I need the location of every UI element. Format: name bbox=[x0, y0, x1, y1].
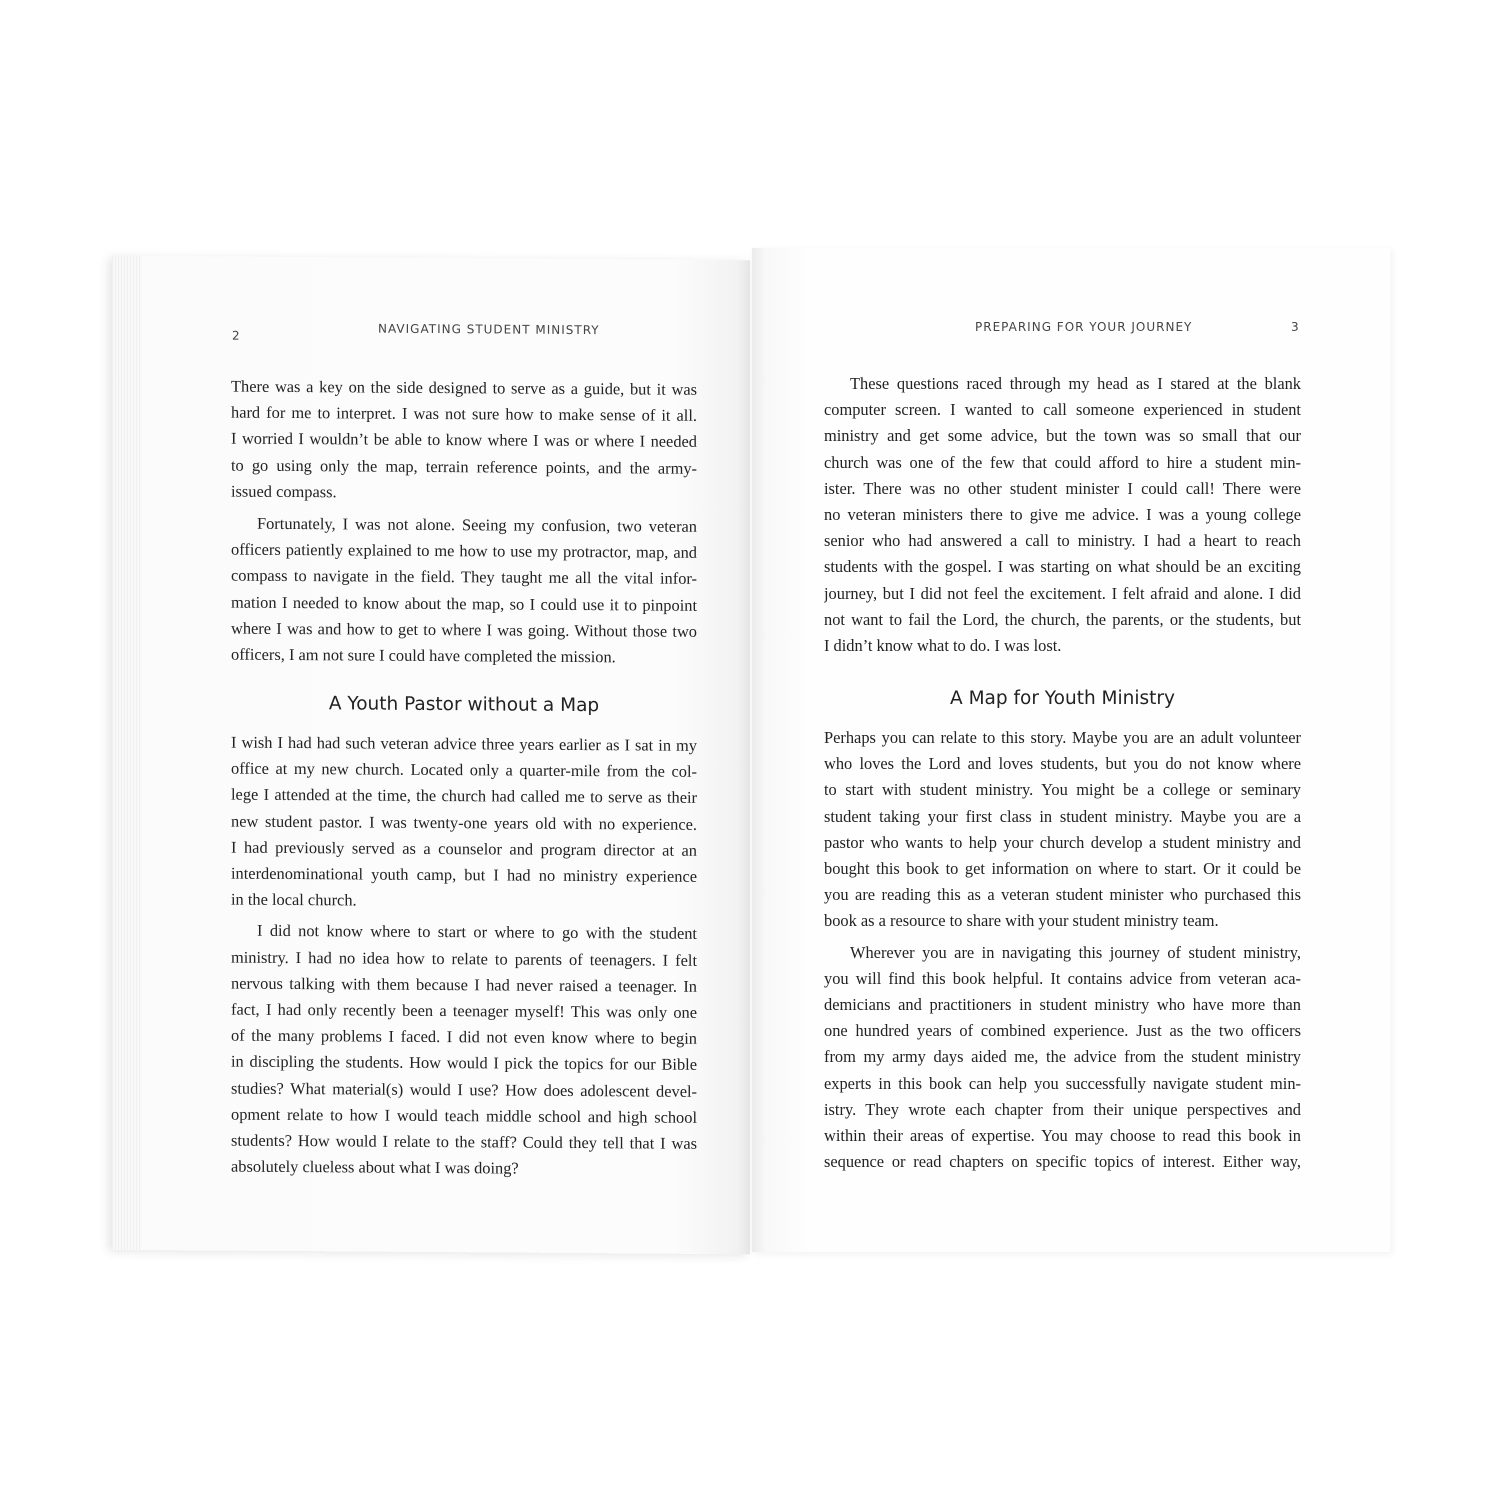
text-line: There was a key on the side designed to serve as a guide, but it was bbox=[231, 376, 697, 399]
text-line: ministry and get some advice, but the town was so small that our bbox=[824, 426, 1301, 446]
left-paragraph-1 bbox=[231, 374, 697, 508]
text-line: fact, I had only recently been a teenager myself! This was only one bbox=[231, 999, 697, 1022]
text-line: computer screen. I wanted to call someone experienced in student bbox=[824, 400, 1301, 420]
text-line: in the local church. bbox=[231, 889, 357, 910]
text-line: Fortunately, I was not alone. Seeing my confusion, two veteran bbox=[257, 513, 697, 536]
text-line: where I was and how to get to where I was going. Without those two bbox=[231, 618, 697, 641]
left-page bbox=[112, 256, 750, 1254]
text-line: book as a resource to share with your student ministry team. bbox=[824, 911, 1219, 931]
text-line: compass to navigate in the field. They taught me all the vital infor- bbox=[231, 565, 697, 589]
text-line: new student pastor. I was twenty-one years old with no experience. bbox=[231, 811, 697, 834]
text-line: you are reading this as a veteran student minister who purchased this bbox=[824, 885, 1301, 905]
open-book bbox=[112, 248, 1390, 1252]
text-line: Perhaps you can relate to this story. Maybe you are an adult volunteer bbox=[824, 728, 1301, 748]
text-line: istry. They wrote each chapter from their unique perspectives and bbox=[824, 1099, 1301, 1119]
right-text-block bbox=[824, 371, 1301, 1175]
text-line: in discipling the students. How would I pick the topics for our Bible bbox=[231, 1051, 697, 1075]
text-line: officers patiently explained to me how to use my protractor, map, and bbox=[231, 539, 697, 562]
text-line: who loves the Lord and loves students, but you do not know where bbox=[824, 754, 1301, 774]
right-paragraph-2 bbox=[824, 725, 1301, 935]
text-line: student taking your first class in student ministry. Maybe you are a bbox=[824, 806, 1301, 826]
text-line: ister. There was no other student minister I could call! There were bbox=[824, 478, 1301, 498]
text-line: to start with student ministry. You might be a college or seminary bbox=[824, 780, 1301, 800]
text-line: from my army days aided me, the advice from the student ministry bbox=[824, 1047, 1301, 1067]
text-line: pastor who wants to help your church develop a student ministry and bbox=[824, 832, 1301, 852]
text-line: within their areas of expertise. You may choose to read this book in bbox=[824, 1125, 1301, 1145]
section-heading-right: A Map for Youth Ministry bbox=[950, 688, 1175, 710]
text-line: I did not know where to start or where to go with the student bbox=[257, 921, 697, 944]
text-line: to go using only the map, terrain reference points, and the army- bbox=[231, 455, 697, 478]
text-line: studies? What material(s) would I use? How does adolescent devel- bbox=[231, 1078, 697, 1101]
text-line: journey, but I did not feel the excitement. I felt afraid and alone. I did bbox=[824, 583, 1301, 603]
text-line: office at my new church. Located only a quarter-mile from the col- bbox=[231, 758, 697, 782]
text-line: demicians and practitioners in student ministry who have more than bbox=[824, 994, 1301, 1014]
page-number-right: 3 bbox=[1291, 320, 1299, 334]
right-paragraph-1 bbox=[824, 371, 1301, 659]
left-paragraph-2 bbox=[231, 511, 697, 671]
text-line: experts in this book can help you successfully navigate student min- bbox=[824, 1073, 1301, 1093]
text-line: one hundred years of combined experience. Just as the two officers bbox=[824, 1021, 1301, 1041]
text-line: I didn’t know what to do. I was lost. bbox=[824, 635, 1062, 655]
text-line: Wherever you are in navigating this journey of student ministry, bbox=[850, 942, 1301, 962]
right-page bbox=[752, 248, 1390, 1252]
text-line: interdenominational youth camp, but I had no ministry experience bbox=[231, 863, 697, 886]
text-line: no veteran ministers there to give me advice. I was a young college bbox=[824, 504, 1301, 524]
text-line: of the many problems I faced. I did not even know where to begin bbox=[231, 1025, 697, 1048]
text-line: absolutely clueless about what I was doing? bbox=[231, 1156, 519, 1178]
section-heading-left: A Youth Pastor without a Map bbox=[328, 693, 600, 717]
text-line: bought this book to get information on where to start. Or it could be bbox=[824, 859, 1301, 878]
text-line: lege I attended at the time, the church had called me to serve as their bbox=[231, 785, 697, 808]
text-line: opment relate to how I would teach middle school and high school bbox=[231, 1104, 697, 1127]
left-paragraph-4 bbox=[231, 918, 697, 1183]
text-line: church was one of the few that could afford to hire a student min- bbox=[824, 452, 1301, 472]
text-line: nervous talking with them because I had never raised a teenager. In bbox=[231, 973, 697, 996]
text-line: not want to fail the Lord, the church, the parents, or the students, but bbox=[824, 609, 1301, 629]
text-line: issued compass. bbox=[231, 481, 337, 502]
text-line: mation I needed to know about the map, so I could use it to pinpoint bbox=[231, 592, 697, 615]
left-paragraph-3 bbox=[231, 730, 697, 917]
text-line: I worried I wouldn’t be able to know where I was or where I needed bbox=[231, 428, 697, 452]
right-paragraph-3 bbox=[824, 940, 1301, 1176]
text-line: you will find this book helpful. It contains advice from veteran aca- bbox=[824, 968, 1301, 988]
text-line: sequence or read chapters on specific topics of interest. Either way, bbox=[824, 1152, 1301, 1172]
text-line: hard for me to interpret. I was not sure how to make sense of it all. bbox=[231, 402, 697, 426]
text-line: ministry. I had no idea how to relate to parents of teenagers. I felt bbox=[231, 947, 697, 970]
left-text-block bbox=[231, 374, 697, 1184]
running-head-right: PREPARING FOR YOUR JOURNEY bbox=[975, 320, 1193, 334]
text-line: officers, I am not sure I could have completed the mission. bbox=[231, 644, 616, 667]
text-line: I wish I had had such veteran advice three years earlier as I sat in my bbox=[231, 732, 697, 755]
page-number-left: 2 bbox=[232, 328, 240, 343]
text-line: senior who had answered a call to ministry. I had a heart to reach bbox=[824, 531, 1301, 551]
text-line: students with the gospel. I was starting on what should be an exciting bbox=[824, 557, 1301, 577]
running-head-left: NAVIGATING STUDENT MINISTRY bbox=[378, 321, 600, 338]
text-line: students? How would I relate to the staff? Could they tell that I was bbox=[231, 1130, 697, 1153]
text-line: I had previously served as a counselor and program director at an bbox=[231, 837, 697, 860]
text-line: These questions raced through my head as I stared at the blank bbox=[850, 374, 1301, 393]
